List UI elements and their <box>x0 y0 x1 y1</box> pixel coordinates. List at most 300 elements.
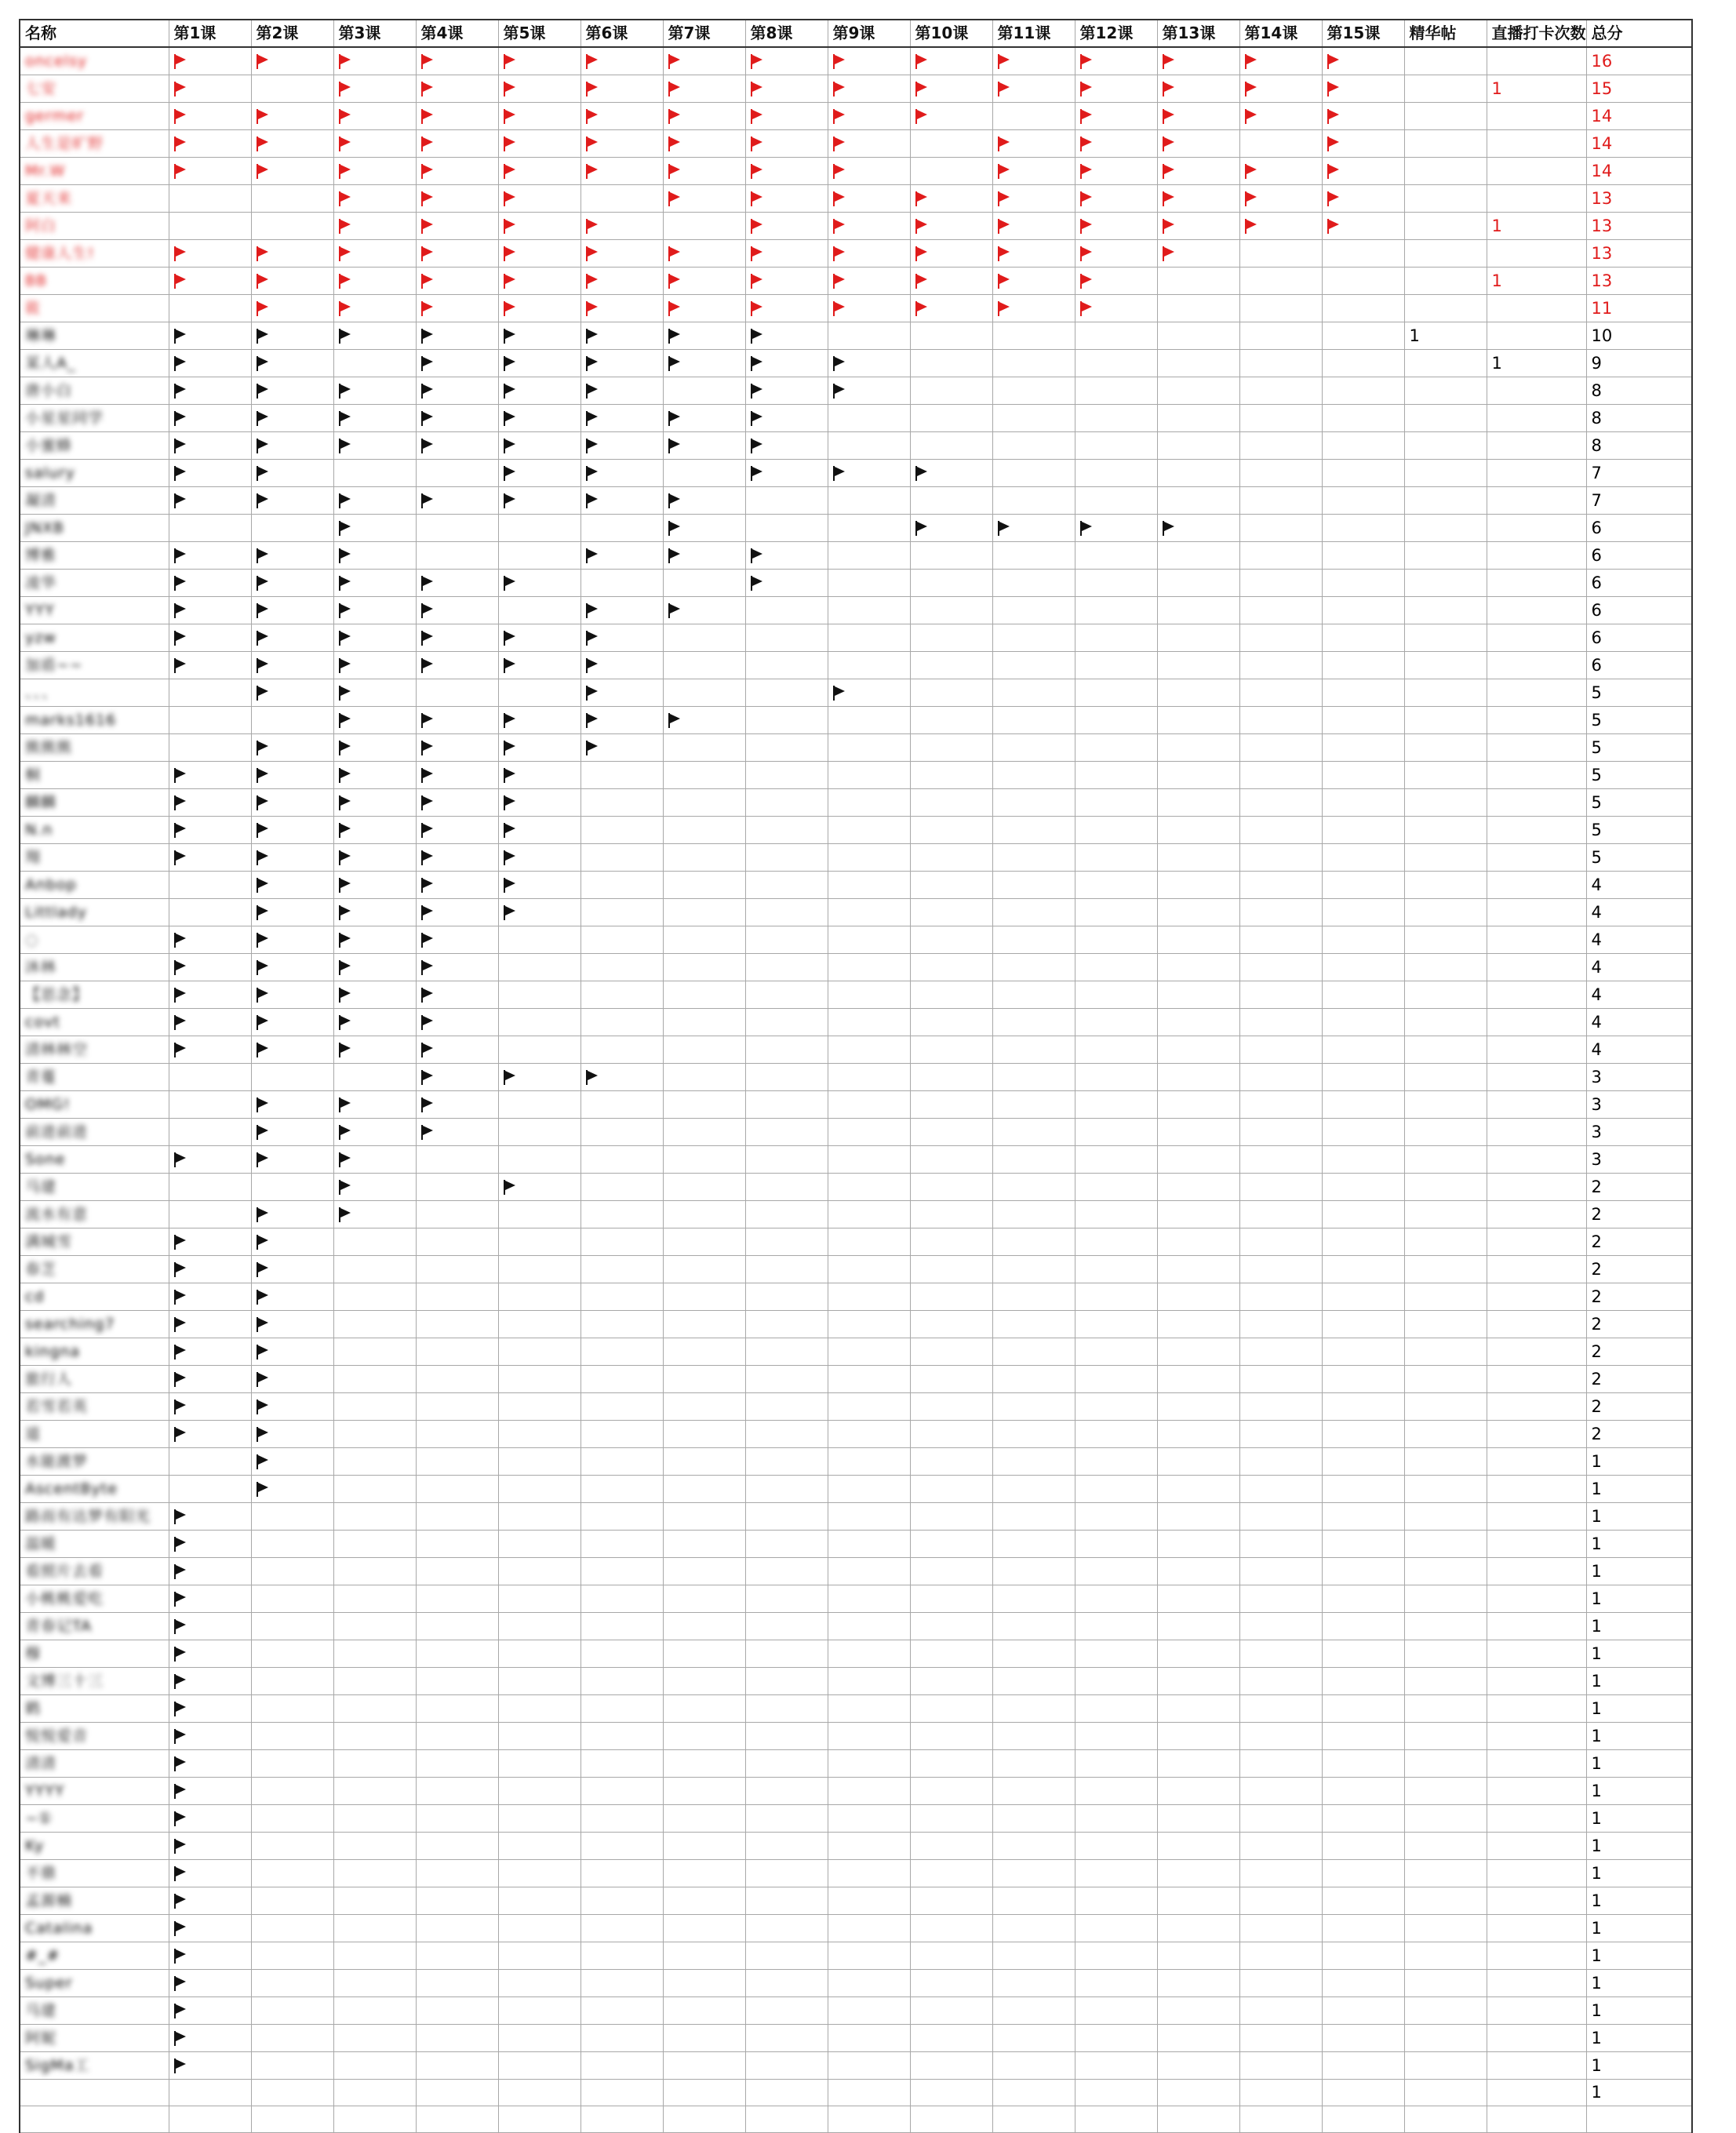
lesson-10-cell[interactable] <box>910 679 992 707</box>
lesson-4-cell[interactable] <box>416 1174 498 1201</box>
lesson-2-cell[interactable] <box>251 981 333 1009</box>
lesson-13-cell[interactable] <box>1157 1997 1239 2025</box>
member-name-cell[interactable] <box>20 158 169 185</box>
lesson-1-cell[interactable] <box>169 844 251 872</box>
lesson-3-cell[interactable] <box>333 1997 416 2025</box>
lesson-13-cell[interactable] <box>1157 542 1239 570</box>
lesson-4-cell[interactable] <box>416 1036 498 1064</box>
lesson-10-cell[interactable] <box>910 1640 992 1668</box>
lesson-2-cell[interactable] <box>251 268 333 295</box>
essence-cell[interactable] <box>1404 1366 1487 1393</box>
lesson-2-cell[interactable] <box>251 1887 333 1915</box>
lesson-7-cell[interactable] <box>663 1256 745 1283</box>
lesson-4-cell[interactable] <box>416 185 498 213</box>
lesson-10-cell[interactable] <box>910 1750 992 1778</box>
member-name-cell[interactable] <box>20 597 169 624</box>
lesson-6-cell[interactable] <box>580 1228 663 1256</box>
lesson-13-cell[interactable] <box>1157 1338 1239 1366</box>
lesson-5-cell[interactable] <box>498 954 580 981</box>
lesson-3-cell[interactable] <box>333 322 416 350</box>
lesson-8-cell[interactable] <box>745 2052 828 2080</box>
lesson-12-cell[interactable] <box>1075 1421 1157 1448</box>
lesson-4-cell[interactable] <box>416 295 498 322</box>
lesson-2-cell[interactable] <box>251 1750 333 1778</box>
live-checkin-cell[interactable] <box>1487 1421 1586 1448</box>
lesson-4-cell[interactable] <box>416 432 498 460</box>
lesson-2-cell[interactable] <box>251 295 333 322</box>
lesson-10-cell[interactable] <box>910 515 992 542</box>
lesson-5-cell[interactable] <box>498 1283 580 1311</box>
lesson-13-cell[interactable] <box>1157 1695 1239 1723</box>
member-name-cell[interactable] <box>20 1064 169 1091</box>
lesson-4-cell[interactable] <box>416 1860 498 1887</box>
total-score-cell[interactable] <box>1586 2025 1692 2052</box>
lesson-10-cell[interactable] <box>910 213 992 240</box>
lesson-3-cell[interactable] <box>333 981 416 1009</box>
lesson-9-cell[interactable] <box>828 350 910 377</box>
essence-cell[interactable] <box>1404 817 1487 844</box>
essence-cell[interactable] <box>1404 1833 1487 1860</box>
lesson-13-cell[interactable] <box>1157 1064 1239 1091</box>
live-checkin-cell[interactable] <box>1487 213 1586 240</box>
lesson-7-cell[interactable] <box>663 1668 745 1695</box>
lesson-5-cell[interactable] <box>498 1558 580 1585</box>
lesson-12-cell[interactable] <box>1075 130 1157 158</box>
lesson-12-cell[interactable] <box>1075 981 1157 1009</box>
live-checkin-cell[interactable] <box>1487 1146 1586 1174</box>
lesson-1-cell[interactable] <box>169 1640 251 1668</box>
lesson-15-cell[interactable] <box>1322 1942 1404 1970</box>
lesson-3-cell[interactable] <box>333 240 416 268</box>
total-score-cell[interactable] <box>1586 1942 1692 1970</box>
essence-cell[interactable] <box>1404 1640 1487 1668</box>
lesson-12-cell[interactable] <box>1075 268 1157 295</box>
total-score-cell[interactable] <box>1586 158 1692 185</box>
column-header-16[interactable]: 精华帖 <box>1404 20 1487 47</box>
lesson-12-cell[interactable] <box>1075 1805 1157 1833</box>
total-score-cell[interactable] <box>1586 2080 1692 2106</box>
lesson-2-cell[interactable] <box>251 1531 333 1558</box>
lesson-14-cell[interactable] <box>1239 185 1322 213</box>
lesson-7-cell[interactable] <box>663 954 745 981</box>
lesson-8-cell[interactable] <box>745 1997 828 2025</box>
lesson-14-cell[interactable] <box>1239 1695 1322 1723</box>
lesson-10-cell[interactable] <box>910 268 992 295</box>
lesson-5-cell[interactable] <box>498 1915 580 1942</box>
lesson-2-cell[interactable] <box>251 1228 333 1256</box>
lesson-5-cell[interactable] <box>498 1476 580 1503</box>
lesson-13-cell[interactable] <box>1157 268 1239 295</box>
lesson-2-cell[interactable] <box>251 2025 333 2052</box>
lesson-4-cell[interactable] <box>416 1338 498 1366</box>
lesson-3-cell[interactable] <box>333 2106 416 2133</box>
live-checkin-cell[interactable] <box>1487 1723 1586 1750</box>
lesson-14-cell[interactable] <box>1239 1805 1322 1833</box>
lesson-1-cell[interactable] <box>169 350 251 377</box>
member-name-cell[interactable] <box>20 1778 169 1805</box>
lesson-11-cell[interactable] <box>992 872 1075 899</box>
lesson-14-cell[interactable] <box>1239 1338 1322 1366</box>
lesson-11-cell[interactable] <box>992 103 1075 130</box>
lesson-10-cell[interactable] <box>910 1256 992 1283</box>
member-name-cell[interactable] <box>20 405 169 432</box>
lesson-12-cell[interactable] <box>1075 1228 1157 1256</box>
lesson-7-cell[interactable] <box>663 1201 745 1228</box>
member-name-cell[interactable] <box>20 1640 169 1668</box>
lesson-3-cell[interactable] <box>333 1311 416 1338</box>
member-name-cell[interactable] <box>20 268 169 295</box>
lesson-13-cell[interactable] <box>1157 1531 1239 1558</box>
member-name-cell[interactable] <box>20 570 169 597</box>
total-score-cell[interactable] <box>1586 652 1692 679</box>
lesson-10-cell[interactable] <box>910 1558 992 1585</box>
lesson-3-cell[interactable] <box>333 1421 416 1448</box>
lesson-10-cell[interactable] <box>910 1283 992 1311</box>
lesson-8-cell[interactable] <box>745 1174 828 1201</box>
lesson-15-cell[interactable] <box>1322 2106 1404 2133</box>
lesson-10-cell[interactable] <box>910 377 992 405</box>
lesson-1-cell[interactable] <box>169 1558 251 1585</box>
lesson-5-cell[interactable] <box>498 1174 580 1201</box>
lesson-1-cell[interactable] <box>169 1503 251 1531</box>
total-score-cell[interactable] <box>1586 1503 1692 1531</box>
essence-cell[interactable] <box>1404 1805 1487 1833</box>
lesson-2-cell[interactable] <box>251 350 333 377</box>
lesson-3-cell[interactable] <box>333 405 416 432</box>
lesson-10-cell[interactable] <box>910 1448 992 1476</box>
lesson-8-cell[interactable] <box>745 1421 828 1448</box>
lesson-2-cell[interactable] <box>251 679 333 707</box>
lesson-9-cell[interactable] <box>828 1393 910 1421</box>
lesson-10-cell[interactable] <box>910 405 992 432</box>
lesson-10-cell[interactable] <box>910 844 992 872</box>
lesson-9-cell[interactable] <box>828 1695 910 1723</box>
lesson-2-cell[interactable] <box>251 1723 333 1750</box>
total-score-cell[interactable] <box>1586 75 1692 103</box>
total-score-cell[interactable] <box>1586 405 1692 432</box>
lesson-13-cell[interactable] <box>1157 1860 1239 1887</box>
lesson-6-cell[interactable] <box>580 268 663 295</box>
lesson-5-cell[interactable] <box>498 926 580 954</box>
lesson-4-cell[interactable] <box>416 377 498 405</box>
live-checkin-cell[interactable] <box>1487 872 1586 899</box>
total-score-cell[interactable] <box>1586 1064 1692 1091</box>
lesson-7-cell[interactable] <box>663 1750 745 1778</box>
live-checkin-cell[interactable] <box>1487 1805 1586 1833</box>
lesson-13-cell[interactable] <box>1157 679 1239 707</box>
member-name-cell[interactable] <box>20 1531 169 1558</box>
lesson-13-cell[interactable] <box>1157 1613 1239 1640</box>
lesson-9-cell[interactable] <box>828 1833 910 1860</box>
lesson-4-cell[interactable] <box>416 1256 498 1283</box>
lesson-7-cell[interactable] <box>663 1997 745 2025</box>
lesson-9-cell[interactable] <box>828 597 910 624</box>
lesson-11-cell[interactable] <box>992 1283 1075 1311</box>
total-score-cell[interactable] <box>1586 2052 1692 2080</box>
lesson-5-cell[interactable] <box>498 817 580 844</box>
lesson-13-cell[interactable] <box>1157 515 1239 542</box>
lesson-6-cell[interactable] <box>580 762 663 789</box>
lesson-4-cell[interactable] <box>416 1695 498 1723</box>
lesson-8-cell[interactable] <box>745 652 828 679</box>
lesson-2-cell[interactable] <box>251 158 333 185</box>
lesson-6-cell[interactable] <box>580 1723 663 1750</box>
lesson-2-cell[interactable] <box>251 1146 333 1174</box>
lesson-9-cell[interactable] <box>828 1421 910 1448</box>
lesson-14-cell[interactable] <box>1239 1942 1322 1970</box>
lesson-1-cell[interactable] <box>169 1448 251 1476</box>
lesson-4-cell[interactable] <box>416 1421 498 1448</box>
lesson-15-cell[interactable] <box>1322 1970 1404 1997</box>
lesson-4-cell[interactable] <box>416 926 498 954</box>
lesson-1-cell[interactable] <box>169 377 251 405</box>
member-name-cell[interactable] <box>20 1146 169 1174</box>
lesson-7-cell[interactable] <box>663 2080 745 2106</box>
lesson-9-cell[interactable] <box>828 734 910 762</box>
column-header-4[interactable]: 第4课 <box>416 20 498 47</box>
lesson-15-cell[interactable] <box>1322 1750 1404 1778</box>
lesson-11-cell[interactable] <box>992 1668 1075 1695</box>
lesson-12-cell[interactable] <box>1075 487 1157 515</box>
lesson-7-cell[interactable] <box>663 75 745 103</box>
lesson-1-cell[interactable] <box>169 1174 251 1201</box>
lesson-14-cell[interactable] <box>1239 1970 1322 1997</box>
lesson-15-cell[interactable] <box>1322 2025 1404 2052</box>
lesson-12-cell[interactable] <box>1075 542 1157 570</box>
lesson-11-cell[interactable] <box>992 679 1075 707</box>
total-score-cell[interactable] <box>1586 432 1692 460</box>
lesson-13-cell[interactable] <box>1157 460 1239 487</box>
lesson-15-cell[interactable] <box>1322 2052 1404 2080</box>
lesson-6-cell[interactable] <box>580 2106 663 2133</box>
lesson-7-cell[interactable] <box>663 2106 745 2133</box>
essence-cell[interactable] <box>1404 322 1487 350</box>
lesson-15-cell[interactable] <box>1322 1915 1404 1942</box>
lesson-5-cell[interactable] <box>498 1531 580 1558</box>
lesson-9-cell[interactable] <box>828 2106 910 2133</box>
column-header-0[interactable]: 名称 <box>20 20 169 47</box>
lesson-13-cell[interactable] <box>1157 1558 1239 1585</box>
lesson-5-cell[interactable] <box>498 130 580 158</box>
lesson-13-cell[interactable] <box>1157 789 1239 817</box>
member-name-cell[interactable] <box>20 2106 169 2133</box>
lesson-5-cell[interactable] <box>498 652 580 679</box>
lesson-1-cell[interactable] <box>169 295 251 322</box>
lesson-10-cell[interactable] <box>910 1833 992 1860</box>
member-name-cell[interactable] <box>20 240 169 268</box>
lesson-8-cell[interactable] <box>745 899 828 926</box>
lesson-4-cell[interactable] <box>416 954 498 981</box>
lesson-13-cell[interactable] <box>1157 1805 1239 1833</box>
lesson-9-cell[interactable] <box>828 1558 910 1585</box>
lesson-14-cell[interactable] <box>1239 1585 1322 1613</box>
lesson-1-cell[interactable] <box>169 899 251 926</box>
lesson-6-cell[interactable] <box>580 844 663 872</box>
member-name-cell[interactable] <box>20 542 169 570</box>
lesson-11-cell[interactable] <box>992 2025 1075 2052</box>
lesson-14-cell[interactable] <box>1239 2025 1322 2052</box>
live-checkin-cell[interactable] <box>1487 322 1586 350</box>
total-score-cell[interactable] <box>1586 926 1692 954</box>
lesson-5-cell[interactable] <box>498 487 580 515</box>
lesson-13-cell[interactable] <box>1157 75 1239 103</box>
lesson-14-cell[interactable] <box>1239 872 1322 899</box>
lesson-15-cell[interactable] <box>1322 185 1404 213</box>
lesson-1-cell[interactable] <box>169 1201 251 1228</box>
essence-cell[interactable] <box>1404 1064 1487 1091</box>
lesson-8-cell[interactable] <box>745 158 828 185</box>
lesson-7-cell[interactable] <box>663 1558 745 1585</box>
lesson-3-cell[interactable] <box>333 597 416 624</box>
lesson-5-cell[interactable] <box>498 322 580 350</box>
lesson-4-cell[interactable] <box>416 1778 498 1805</box>
live-checkin-cell[interactable] <box>1487 103 1586 130</box>
lesson-11-cell[interactable] <box>992 2080 1075 2106</box>
column-header-8[interactable]: 第8课 <box>745 20 828 47</box>
essence-cell[interactable] <box>1404 1558 1487 1585</box>
lesson-6-cell[interactable] <box>580 707 663 734</box>
lesson-10-cell[interactable] <box>910 652 992 679</box>
lesson-13-cell[interactable] <box>1157 103 1239 130</box>
total-score-cell[interactable] <box>1586 1723 1692 1750</box>
lesson-13-cell[interactable] <box>1157 1119 1239 1146</box>
lesson-14-cell[interactable] <box>1239 2052 1322 2080</box>
lesson-3-cell[interactable] <box>333 2080 416 2106</box>
essence-cell[interactable] <box>1404 1585 1487 1613</box>
lesson-10-cell[interactable] <box>910 1366 992 1393</box>
lesson-7-cell[interactable] <box>663 926 745 954</box>
lesson-10-cell[interactable] <box>910 1201 992 1228</box>
lesson-10-cell[interactable] <box>910 954 992 981</box>
lesson-5-cell[interactable] <box>498 1970 580 1997</box>
column-header-10[interactable]: 第10课 <box>910 20 992 47</box>
member-name-cell[interactable] <box>20 350 169 377</box>
lesson-6-cell[interactable] <box>580 1091 663 1119</box>
lesson-9-cell[interactable] <box>828 899 910 926</box>
lesson-5-cell[interactable] <box>498 542 580 570</box>
column-header-1[interactable]: 第1课 <box>169 20 251 47</box>
lesson-3-cell[interactable] <box>333 1723 416 1750</box>
lesson-6-cell[interactable] <box>580 1531 663 1558</box>
lesson-11-cell[interactable] <box>992 322 1075 350</box>
lesson-6-cell[interactable] <box>580 75 663 103</box>
essence-cell[interactable] <box>1404 377 1487 405</box>
lesson-6-cell[interactable] <box>580 1805 663 1833</box>
lesson-4-cell[interactable] <box>416 570 498 597</box>
lesson-10-cell[interactable] <box>910 1421 992 1448</box>
lesson-2-cell[interactable] <box>251 1009 333 1036</box>
lesson-2-cell[interactable] <box>251 1311 333 1338</box>
lesson-5-cell[interactable] <box>498 515 580 542</box>
lesson-4-cell[interactable] <box>416 1283 498 1311</box>
lesson-14-cell[interactable] <box>1239 570 1322 597</box>
lesson-9-cell[interactable] <box>828 1778 910 1805</box>
lesson-5-cell[interactable] <box>498 1393 580 1421</box>
lesson-1-cell[interactable] <box>169 75 251 103</box>
lesson-7-cell[interactable] <box>663 1970 745 1997</box>
total-score-cell[interactable] <box>1586 1366 1692 1393</box>
lesson-10-cell[interactable] <box>910 817 992 844</box>
lesson-8-cell[interactable] <box>745 1338 828 1366</box>
lesson-14-cell[interactable] <box>1239 2080 1322 2106</box>
essence-cell[interactable] <box>1404 1256 1487 1283</box>
lesson-1-cell[interactable] <box>169 1228 251 1256</box>
lesson-15-cell[interactable] <box>1322 1476 1404 1503</box>
lesson-3-cell[interactable] <box>333 707 416 734</box>
lesson-9-cell[interactable] <box>828 1613 910 1640</box>
lesson-8-cell[interactable] <box>745 734 828 762</box>
lesson-2-cell[interactable] <box>251 954 333 981</box>
member-name-cell[interactable] <box>20 295 169 322</box>
lesson-8-cell[interactable] <box>745 707 828 734</box>
lesson-9-cell[interactable] <box>828 322 910 350</box>
lesson-5-cell[interactable] <box>498 1119 580 1146</box>
lesson-14-cell[interactable] <box>1239 103 1322 130</box>
lesson-6-cell[interactable] <box>580 1915 663 1942</box>
member-name-cell[interactable] <box>20 487 169 515</box>
lesson-5-cell[interactable] <box>498 460 580 487</box>
essence-cell[interactable] <box>1404 624 1487 652</box>
lesson-11-cell[interactable] <box>992 1146 1075 1174</box>
member-name-cell[interactable] <box>20 1201 169 1228</box>
lesson-13-cell[interactable] <box>1157 872 1239 899</box>
lesson-14-cell[interactable] <box>1239 1723 1322 1750</box>
lesson-9-cell[interactable] <box>828 487 910 515</box>
lesson-6-cell[interactable] <box>580 2025 663 2052</box>
lesson-7-cell[interactable] <box>663 872 745 899</box>
total-score-cell[interactable] <box>1586 103 1692 130</box>
lesson-5-cell[interactable] <box>498 1503 580 1531</box>
lesson-10-cell[interactable] <box>910 1531 992 1558</box>
lesson-8-cell[interactable] <box>745 1366 828 1393</box>
lesson-12-cell[interactable] <box>1075 624 1157 652</box>
lesson-1-cell[interactable] <box>169 185 251 213</box>
lesson-10-cell[interactable] <box>910 2052 992 2080</box>
essence-cell[interactable] <box>1404 2080 1487 2106</box>
lesson-12-cell[interactable] <box>1075 1503 1157 1531</box>
lesson-9-cell[interactable] <box>828 1970 910 1997</box>
lesson-5-cell[interactable] <box>498 1723 580 1750</box>
lesson-5-cell[interactable] <box>498 707 580 734</box>
member-name-cell[interactable] <box>20 817 169 844</box>
lesson-12-cell[interactable] <box>1075 432 1157 460</box>
lesson-14-cell[interactable] <box>1239 926 1322 954</box>
lesson-5-cell[interactable] <box>498 1228 580 1256</box>
lesson-6-cell[interactable] <box>580 1860 663 1887</box>
lesson-14-cell[interactable] <box>1239 1860 1322 1887</box>
lesson-10-cell[interactable] <box>910 707 992 734</box>
lesson-4-cell[interactable] <box>416 1723 498 1750</box>
lesson-13-cell[interactable] <box>1157 295 1239 322</box>
lesson-14-cell[interactable] <box>1239 240 1322 268</box>
lesson-6-cell[interactable] <box>580 1174 663 1201</box>
lesson-3-cell[interactable] <box>333 1942 416 1970</box>
member-name-cell[interactable] <box>20 789 169 817</box>
lesson-2-cell[interactable] <box>251 926 333 954</box>
lesson-15-cell[interactable] <box>1322 1531 1404 1558</box>
lesson-8-cell[interactable] <box>745 789 828 817</box>
lesson-12-cell[interactable] <box>1075 1036 1157 1064</box>
live-checkin-cell[interactable] <box>1487 652 1586 679</box>
lesson-1-cell[interactable] <box>169 1723 251 1750</box>
lesson-14-cell[interactable] <box>1239 762 1322 789</box>
lesson-9-cell[interactable] <box>828 624 910 652</box>
member-name-cell[interactable] <box>20 1476 169 1503</box>
lesson-3-cell[interactable] <box>333 377 416 405</box>
live-checkin-cell[interactable] <box>1487 734 1586 762</box>
lesson-12-cell[interactable] <box>1075 899 1157 926</box>
lesson-1-cell[interactable] <box>169 1064 251 1091</box>
